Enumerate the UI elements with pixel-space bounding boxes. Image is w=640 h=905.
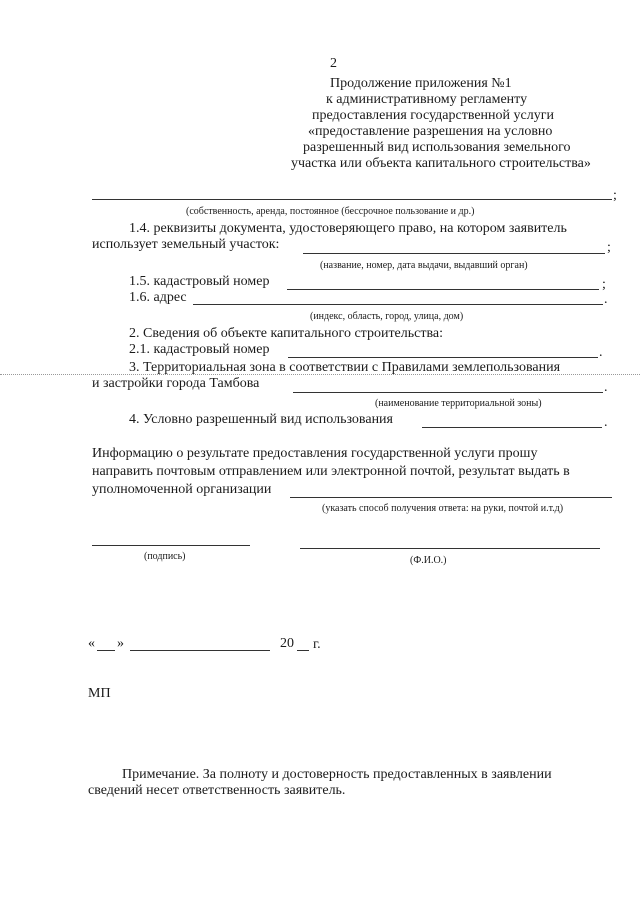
header-line-2: к административному регламенту [326,92,528,107]
date-month-field-line[interactable] [130,650,270,651]
territorial-zone-period: . [604,380,608,395]
date-day-field-line[interactable] [97,650,115,651]
object-cadastral-field-line[interactable] [288,357,598,358]
date-open-quote: « [88,636,95,651]
item-1-4-line-1: 1.4. реквизиты документа, удостоверяющего право, на котором заявитель [129,221,567,236]
permitted-use-field-line[interactable] [422,427,602,428]
item-3-line-2: и застройки города Тамбова [92,376,260,391]
caption-signature: (подпись) [144,551,186,562]
date-year-prefix: 20 [280,636,294,651]
header-line-4: «предоставление разрешения на условно [308,124,553,139]
date-year-suffix: г. [313,637,321,652]
info-line-1: Информацию о результате предоставления государственной услуги прошу [92,446,538,461]
note-line-1: Примечание. За полноту и достоверность предоставленных в заявлении [122,767,552,782]
document-semicolon: ; [607,240,611,255]
item-2-label: 2. Сведения об объекте капитального строительства: [129,326,444,341]
full-name-field-line[interactable] [300,548,600,549]
address-period: . [604,292,608,307]
caption-name: (Ф.И.О.) [410,555,447,566]
caption-ownership: (собственность, аренда, постоянное (бессрочное пользование и др.) [186,206,475,217]
caption-zone: (наименование территориальной зоны) [375,398,542,409]
header-line-5: разрешенный вид использования земельного [303,140,571,155]
cadastral-number-semicolon: ; [602,277,606,292]
address-field-line[interactable] [193,304,603,305]
cadastral-number-field-line[interactable] [287,289,599,290]
date-close-quote: » [117,636,124,651]
object-cadastral-period: . [599,345,603,360]
caption-document: (название, номер, дата выдачи, выдавший орган) [320,260,528,271]
item-4-label: 4. Условно разрешенный вид использования [129,412,393,427]
caption-method: (указать способ получения ответа: на руки, почтой и.т.д) [322,503,564,514]
note-line-2: сведений несет ответственность заявитель. [88,783,346,798]
header-line-6: участка или объекта капитального строительства» [291,156,591,171]
item-1-4-line-2: использует земельный участок: [92,237,280,252]
page-number: 2 [330,56,337,71]
caption-address: (индекс, область, город, улица, дом) [310,311,464,322]
header-line-3: предоставления государственной услуги [312,108,554,123]
item-1-5-label: 1.5. кадастровый номер [129,274,270,289]
info-line-3: уполномоченной организации [92,482,272,497]
date-year-field-line[interactable] [297,650,309,651]
ownership-field-line[interactable] [92,199,612,200]
item-2-1-label: 2.1. кадастровый номер [129,342,270,357]
ownership-semicolon: ; [613,188,617,203]
delivery-method-field-line[interactable] [290,497,612,498]
permitted-use-period: . [604,415,608,430]
territorial-zone-field-line[interactable] [293,392,603,393]
info-line-2: направить почтовым отправлением или электронной почтой, результат выдать в [92,464,570,479]
item-3-line-1: 3. Территориальная зона в соответствии с Правилами землепользования [129,360,561,375]
stamp-label: МП [88,686,111,701]
signature-field-line[interactable] [92,545,250,546]
header-line-1: Продолжение приложения №1 [330,76,512,91]
document-field-line[interactable] [303,253,605,254]
item-1-6-label: 1.6. адрес [129,290,187,305]
